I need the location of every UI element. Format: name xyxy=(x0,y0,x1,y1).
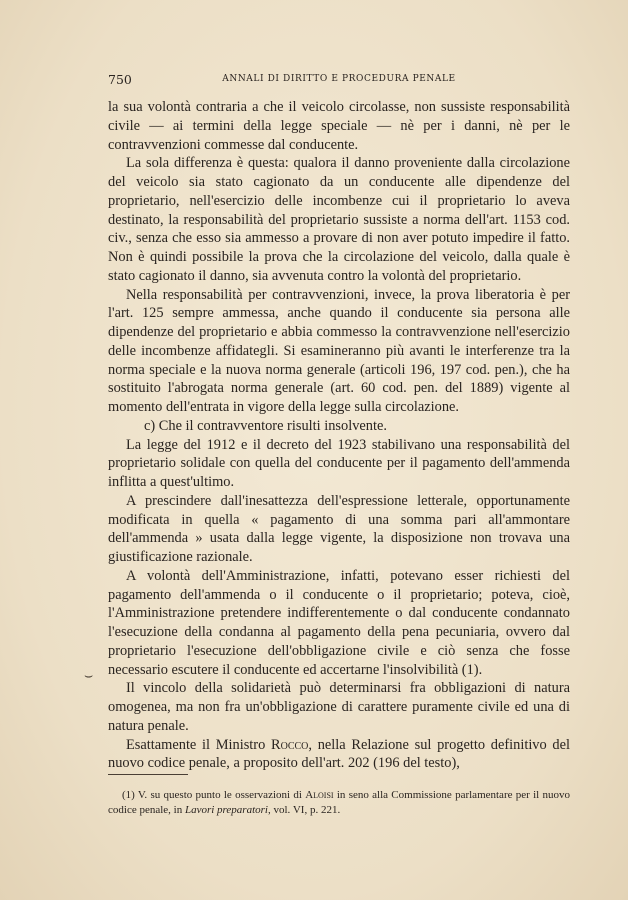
footnote-work-title: Lavori preparatori xyxy=(184,804,268,816)
paragraph-text: , nella Relazione sul progetto definitivo del nuovo codice penale, a proposito dell'art. 202 (196 del testo), xyxy=(108,736,570,772)
paragraph: La sola differenza è questa: qualora il danno proveniente dalla circolazione del veicolo sia stato cagionato da un conducente alle dipendenze del proprietario, nell'esercizio delle incombenze cui il proprietario lo aveva destinato, la responsabilità del proprietario sussiste a norma dell'art. 1153 cod. civ., senza che esso sia ammesso a provare di non aver potuto impedire il fatto. Non è quindi possibile la prova che la circolazione del veicolo, dalla quale è stato cagionato il danno, sia avvenuta contro la volontà del proprietario. xyxy=(108,155,570,284)
paragraph: la sua volontà contraria a che il veicolo circolasse, non sussiste responsabilità civile — ai termini della legge speciale — nè per i danni, nè per le contravvenzioni commesse dal conducente. xyxy=(108,99,570,153)
paragraph-text: Esattamente il Ministro xyxy=(126,736,271,753)
footnote-text: (1) V. su questo punto le osservazioni di xyxy=(122,789,306,801)
running-title: ANNALI DI DIRITTO E PROCEDURA PENALE xyxy=(222,74,456,84)
footnote-author: Aloisi xyxy=(305,789,334,801)
page-number: 750 xyxy=(108,72,132,87)
page-header xyxy=(108,72,570,88)
paragraph xyxy=(108,736,570,774)
paragraph: Il vincolo della solidarietà può determinarsi fra obbligazioni di natura omogenea, ma non fra un'obbligazione di carattere puramente civile ed una di natura penale. xyxy=(108,680,570,734)
author-name: Rocco xyxy=(271,736,309,753)
paragraph: A prescindere dall'inesattezza dell'espressione letterale, opportunamente modificata in quella « pagamento di una somma pari all'ammontare dell'ammenda » usata dalla legge vigente, la disposizione non trovava una giustificazione razionale. xyxy=(108,492,570,565)
paragraph: A volontà dell'Amministrazione, infatti, potevano esser richiesti del pagamento dell'ammenda o il conducente o il proprietario; poteva, cioè, l'Amministrazione pretendere indifferentemente o dal conducente condannato l'esecuzione della condanna al pagamento della pena pecuniaria, ovvero dal proprietario l'esecuzione dell'obbligazione civile e ciò senza che fosse necessario escutere il conducente ed accertarne l'insolvibilità (1). xyxy=(108,567,570,678)
footnote-text: in seno alla Commissione parlamentare per il nuovo codice penale, in xyxy=(108,789,570,816)
footnote xyxy=(108,788,570,818)
subheading: c) Che il contravventore risulti insolvente. xyxy=(144,417,387,434)
paragraph: La legge del 1912 e il decreto del 1923 stabilivano una responsabilità del proprietario solidale con quella del conducente per il pagamento dell'ammenda inflitta a quest'ultimo. xyxy=(108,436,570,490)
paragraph: Nella responsabilità per contravvenzioni, invece, la prova liberatoria è per l'art. 125 sempre ammessa, anche quando il conducente sia persona alle dipendenze del proprietario e abbia commesso la contravvenzione nell'esercizio delle incombenze affidategli. Si esamineranno più avanti le interferenze tra la norma speciale e la nuova norma generale (articoli 196, 197 cod. pen.), che ha sostituito l'abrogata norma generale (art. 60 cod. pen. del 1889) vigente al momento dell'entrata in vigore della legge sulla circolazione. xyxy=(108,286,570,415)
body-text xyxy=(108,98,570,773)
margin-mark: ⌣ xyxy=(84,668,94,684)
footnote-text: , vol. VI, p. 221. xyxy=(267,804,341,816)
footnote-divider xyxy=(108,774,188,775)
